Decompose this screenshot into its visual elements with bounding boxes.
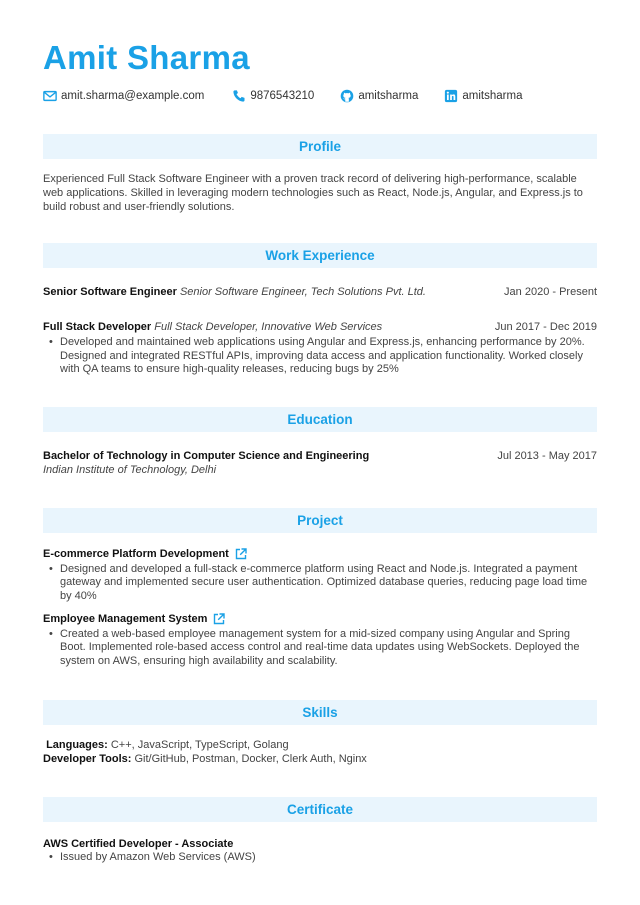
- skills-languages-value: C++, JavaScript, TypeScript, Golang: [110, 739, 289, 752]
- github-icon: [340, 89, 354, 103]
- job-company: Full Stack Developer, Innovative Web Services: [154, 321, 383, 333]
- contact-github[interactable]: [340, 89, 418, 103]
- phone-text: 9876543210: [250, 90, 315, 102]
- project-title: E-commerce Platform Development: [43, 547, 229, 560]
- skills-languages: [43, 738, 597, 752]
- certificate-entry: [43, 837, 597, 865]
- skills-tools-label: Developer Tools:: [43, 753, 132, 766]
- project-bullets: [43, 563, 597, 604]
- school-name: Indian Institute of Technology, Delhi: [43, 463, 217, 476]
- skills-tools: [43, 752, 597, 766]
- contact-phone[interactable]: [232, 89, 314, 103]
- skills-tools-value: Git/GitHub, Postman, Docker, Clerk Auth, Nginx: [134, 753, 367, 766]
- section-heading-project: Project: [43, 508, 597, 533]
- section-heading-profile: Profile: [43, 134, 597, 159]
- project-title: Employee Management System: [43, 612, 208, 625]
- contact-email[interactable]: [43, 89, 204, 103]
- job-bullet: • Developed and maintained web applications using Angular and Express.js, enhancing performance by 20%. Designed and integrated RESTful APIs, improving data access and application functionality. Worked closely with QA teams to ensure high-quality releases, reducing bugs by 25%: [43, 336, 597, 377]
- external-link-icon[interactable]: [235, 548, 247, 560]
- job-company: Senior Software Engineer, Tech Solutions Pvt. Ltd.: [179, 286, 426, 298]
- linkedin-icon: [444, 89, 458, 103]
- section-heading-certificate: Certificate: [43, 797, 597, 822]
- section-heading-skills: Skills: [43, 700, 597, 725]
- linkedin-text: amitsharma: [462, 90, 523, 102]
- project-bullet: • Created a web-based employee management system for a mid-sized company using Angular and Spring Boot. Implemented role-based access control and real-time data updates using WebSockets. Deployed the system on AWS, ensuring high availability and scalability.: [43, 628, 597, 669]
- job-title: Senior Software Engineer: [43, 286, 177, 298]
- job-dates: Jun 2017 - Dec 2019: [494, 321, 597, 333]
- project-entry: [43, 612, 597, 669]
- job-bullets: [43, 336, 597, 377]
- contact-bar: [43, 87, 597, 105]
- project-entry: [43, 547, 597, 604]
- job-entry: [43, 320, 597, 377]
- github-text: amitsharma: [358, 90, 419, 102]
- certificate-bullets: [43, 851, 597, 865]
- section-heading-education: Education: [43, 407, 597, 432]
- email-text: amit.sharma@example.com: [61, 90, 205, 102]
- skills-list: [43, 738, 597, 766]
- certificate-bullet: • Issued by Amazon Web Services (AWS): [43, 851, 597, 865]
- education-dates: Jul 2013 - May 2017: [497, 449, 597, 462]
- envelope-icon: [43, 89, 57, 103]
- section-heading-work: Work Experience: [43, 243, 597, 268]
- degree: Bachelor of Technology in Computer Science and Engineering: [43, 449, 370, 462]
- job-title: Full Stack Developer: [43, 321, 152, 333]
- job-entry: [43, 285, 597, 299]
- certificate-name: AWS Certified Developer - Associate: [43, 838, 234, 851]
- resume-page: [43, 38, 597, 865]
- project-bullets: [43, 628, 597, 669]
- job-dates: Jan 2020 - Present: [504, 286, 597, 298]
- phone-icon: [232, 89, 246, 103]
- candidate-name: Amit Sharma: [43, 39, 250, 76]
- skills-languages-label: Languages:: [46, 739, 108, 752]
- profile-summary: Experienced Full Stack Software Engineer with a proven track record of delivering high-performance, scalable web applications. Skilled in leveraging modern technologies such as React, Node.js, Angular, and Express.js to build robust and user-friendly solutions.: [43, 173, 583, 213]
- contact-linkedin[interactable]: [444, 89, 522, 103]
- education-entry: [43, 449, 597, 477]
- project-bullet: • Designed and developed a full-stack e-commerce platform using React and Node.js. Integrated a payment gateway and implemented secure user authentication. Optimized database queries, reducing page load time by 40%: [43, 563, 597, 604]
- external-link-icon[interactable]: [213, 613, 225, 625]
